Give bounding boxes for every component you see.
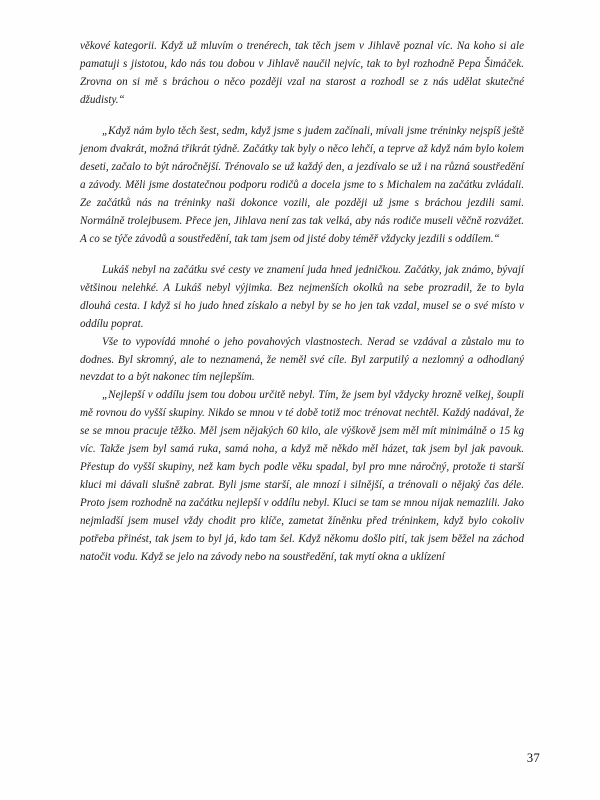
page-number: 37 xyxy=(526,751,540,765)
paragraph-5: „Nejlepší v oddílu jsem tou dobou určitě nebyl. Tím, že jsem byl vždycky hrozně velkej, šoupli mě rovnou do vyšší skupiny. Nikdo se mnou v té době totiž moc trénovat nechtěl. Každý nadával, že se se mnou pracuje těžko. Měl jsem nějakých 60 kilo, ale výškově jsem měl mít minimálně o 15 kg víc. Takže jsem byl samá ruka, samá noha, a když mě někdo měl házet, tak jsem byl jak pavouk. Přestup do vyšší skupiny, než kam bych podle věku spadal, byl pro mne náročný, protože ti starší kluci mi dávali slušně zabrat. Byli jsme starší, ale mnozí i silnější, a trénovali o nějaký čas déle. Proto jsem rozhodně na začátku nejlepší v oddílu nebyl. Kluci se tam se mnou nijak nemazlili. Jako nejmladší jsem musel vždy chodit pro klíče, zametat žíněnku před tréninkem, když bylo cokoliv potřeba přinést, tak jsem to byl já, kdo tam šel. Když někomu došlo pití, tak jsem běžel na záchod natočit vodu. Když se jelo na závody nebo na soustředění, tak mytí okna a uklízení xyxy=(80,389,524,564)
paragraph-1: věkové kategorii. Když už mluvím o trenérech, tak těch jsem v Jihlavě poznal víc. Na koho si ale pamatuji s jistotou, kdo nás tou dobou v Jihlavě naučil nejvíc, tak to byl rozhodně Pepa Šimáček. Zrovna on si mě s bráchou o něco později vzal na starost a rozhodl se z nás udělat skutečné džudisty.“ xyxy=(80,40,524,106)
paragraph-3: Lukáš nebyl na začátku své cesty ve znamení juda hned jedničkou. Začátky, jak známo, bývají většinou nelehké. A Lukáš nebyl výjimka. Bez nejmenších okolků na sebe prozradil, že to byla dlouhá cesta. I když si ho judo hned získalo a nebyl by se ho jen tak vzdal, musel se o své místo v oddílu poprat. xyxy=(80,263,524,330)
page-body xyxy=(80,38,524,567)
paragraph-2: „Když nám bylo těch šest, sedm, když jsme s judem začínali, mívali jsme tréninky nejspíš ještě jenom dvakrát, možná třikrát týdně. Začátky tak byly o něco lehčí, a teprve až když nám bylo kolem deseti, začalo to být náročnější. Trénovalo se už každý den, a jezdívalo se už i na různá soustředění a závody. Měli jsme dostatečnou podporu rodičů a docela jsme to s Michalem na začátku zvládali. Ze začátků nás na tréninky naši dokonce vozili, ale později už jsme s bráchou jezdili sami. Normálně trolejbusem. Přece jen, Jihlava není zas tak velká, aby nás rodiče museli věčně rozvážet. A co se týče závodů a soustředění, tak tam jsem od jisté doby téměř vždycky jezdili s oddílem.“ xyxy=(80,124,524,245)
paragraph-4: Vše to vypovídá mnohé o jeho povahových vlastnostech. Nerad se vzdával a zůstalo mu to dodnes. Byl skromný, ale to neznamená, že neměl své cíle. Byl zarputilý a nezlomný a odhodlaný nevzdat to a být nakonec tím nejlepším. xyxy=(80,335,524,384)
